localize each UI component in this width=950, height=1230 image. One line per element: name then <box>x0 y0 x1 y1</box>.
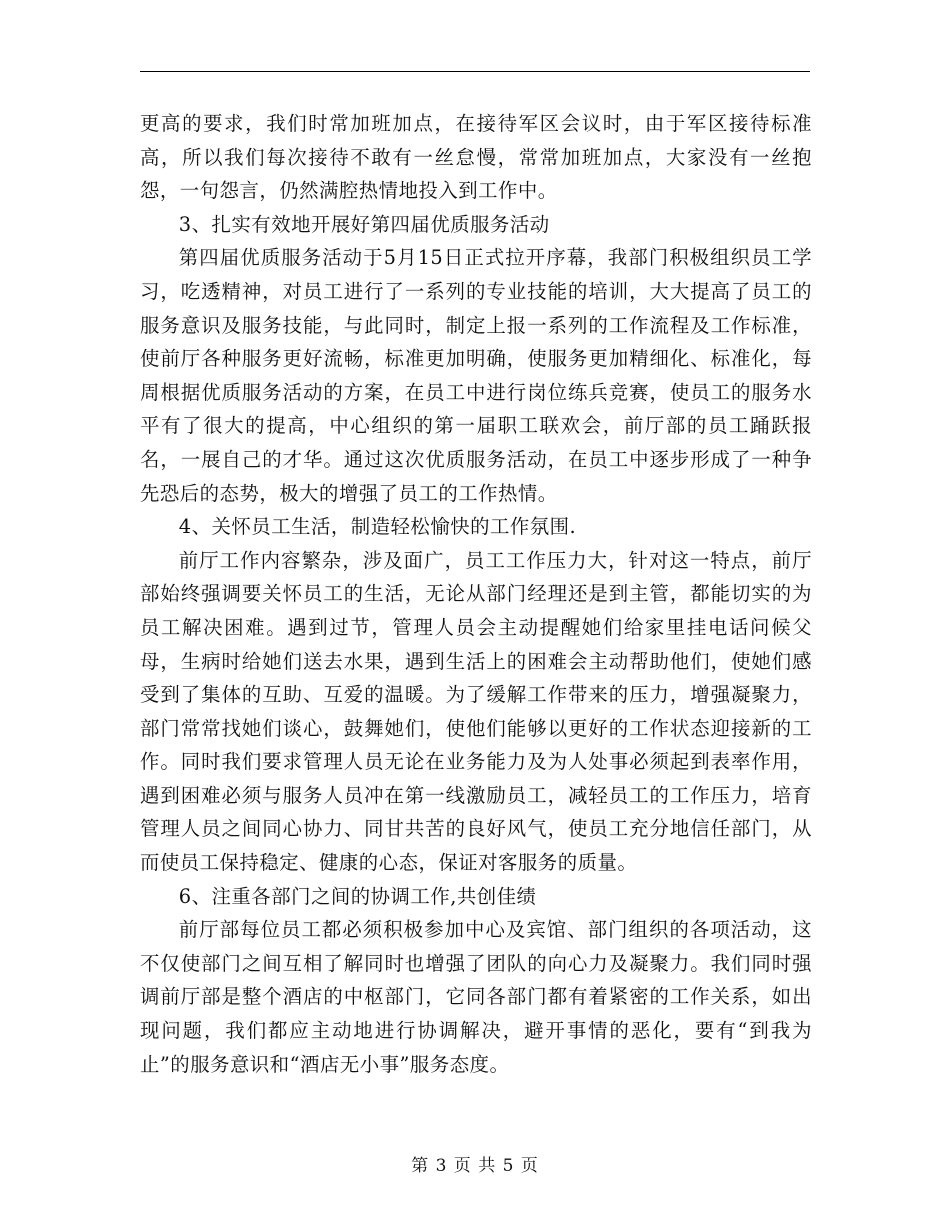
paragraph-department-coordination: 前厅部每位员工都必须积极参加中心及宾馆、部门组织的各项活动，这不仅使部门之间互相了解同时也增强了团队的向心力及凝聚力。我们同时强调前厅部是整个酒店的中枢部门，它同各部门都有着紧密的工作关系，如出现问题，我们都应主动地进行协调解决，避开事情的恶化，要有“到我为止”的服务意识和“酒店无小事”服务态度。 <box>140 918 812 1076</box>
paragraph-employee-care: 前厅工作内容繁杂，涉及面广，员工工作压力大，针对这一特点，前厅部始终强调要关怀员工的生活，无论从部门经理还是到主管，都能切实的为员工解决困难。遇到过节，管理人员会主动提醒她们给家里挂电话问候父母，生病时给她们送去水果，遇到生活上的困难会主动帮助他们，使她们感受到了集体的互助、互爱的温暖。为了缓解工作带来的压力，增强凝聚力，部门常常找她们谈心，鼓舞她们，使他们能够以更好的工作状态迎接新的工作。同时我们要求管理人员无论在业务能力及为人处事必须起到表率作用，遇到困难必须与服务人员冲在第一线激励员工，减轻员工的工作压力，培育管理人员之间同心协力、同甘共苦的良好风气，使员工充分地信任部门，从而使员工保持稳定、健康的心态，保证对客服务的质量。 <box>140 548 812 875</box>
document-body <box>140 107 812 1081</box>
header-rule <box>140 71 810 72</box>
section-heading-4: 4、关怀员工生活，制造轻松愉快的工作氛围. <box>178 515 577 539</box>
page-number-footer: 第 3 页 共 5 页 <box>411 1156 539 1176</box>
section-heading-3: 3、扎实有效地开展好第四届优质服务活动 <box>178 212 550 236</box>
paragraph-service-activity: 第四届优质服务活动于5月15日正式拉开序幕，我部门积极组织员工学习，吃透精神，对员工进行了一系列的专业技能的培训，大大提高了员工的服务意识及服务技能，与此同时，制定上报一系列的工作流程及工作标准，使前厅各种服务更好流畅，标准更加明确，使服务更加精细化、标准化，每周根据优质服务活动的方案，在员工中进行岗位练兵竞赛，使员工的服务水平有了很大的提高，中心组织的第一届职工联欢会，前厅部的员工踊跃报名，一展自己的才华。通过这次优质服务活动，在员工中逐步形成了一种争先恐后的态势，极大的增强了员工的工作热情。 <box>140 246 812 505</box>
section-heading-6: 6、注重各部门之间的协调工作,共创佳绩 <box>178 884 537 908</box>
paragraph-continued: 更高的要求，我们时常加班加点，在接待军区会议时，由于军区接待标准高，所以我们每次接待不敢有一丝怠慢，常常加班加点，大家没有一丝抱怨，一句怨言，仍然满腔热情地投入到工作中。 <box>140 112 812 203</box>
